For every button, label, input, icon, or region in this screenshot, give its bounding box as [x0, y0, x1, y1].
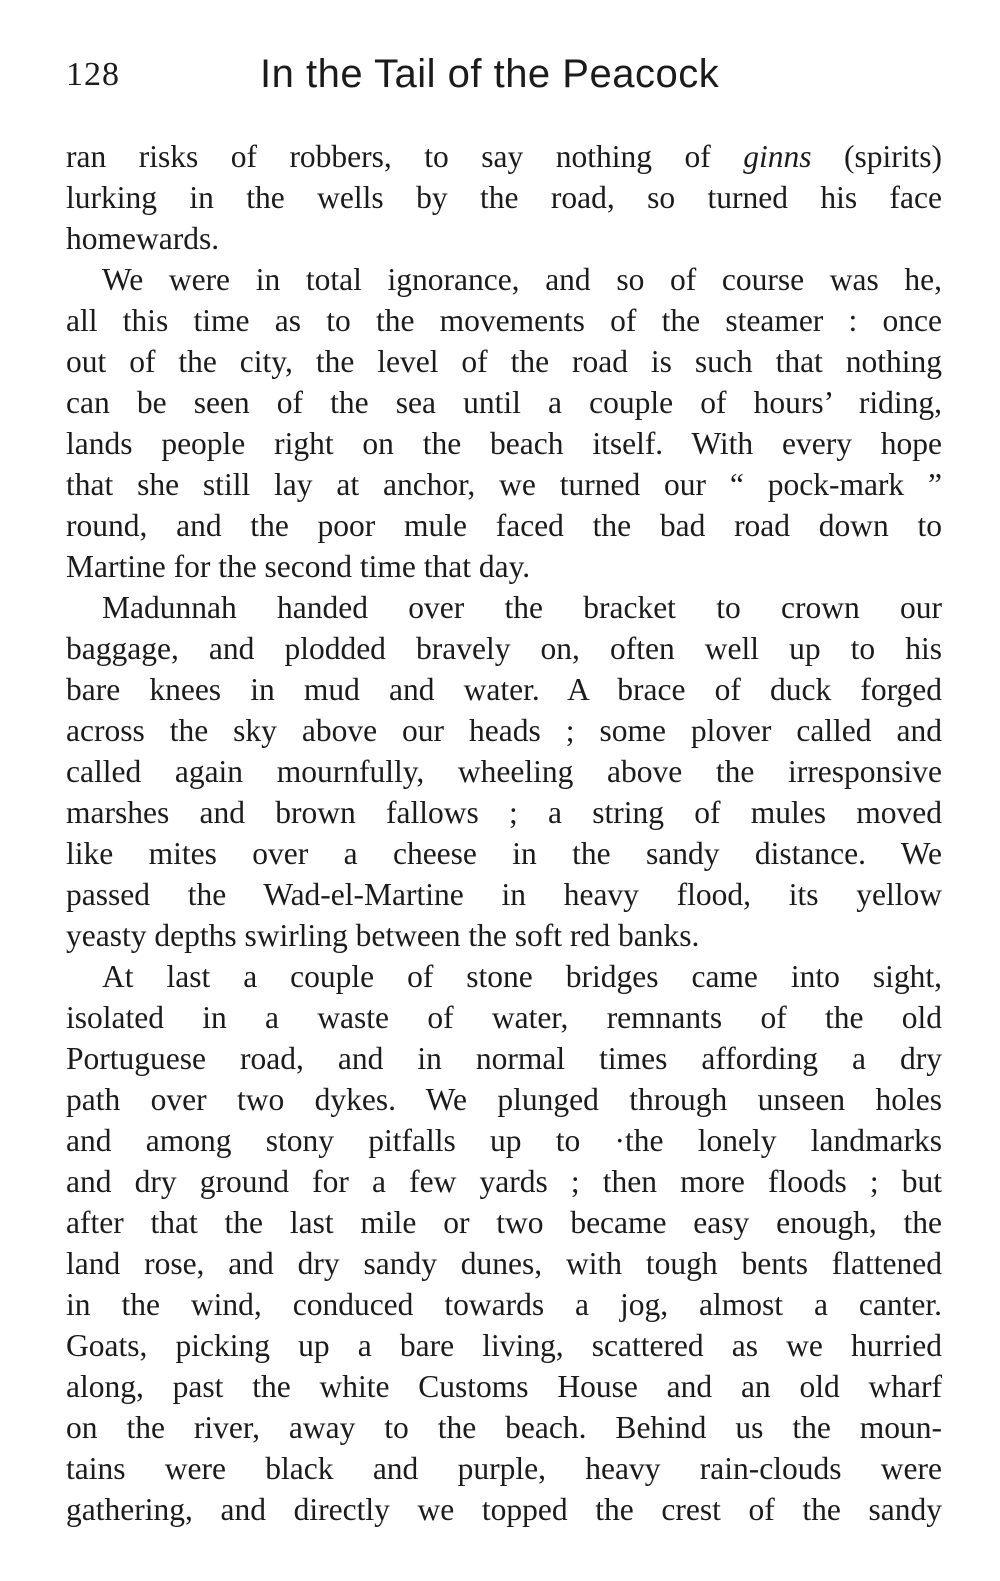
text-line: out of the city, the level of the road is such that nothing [66, 344, 942, 379]
text-line: passed the Wad-el-Martine in heavy flood, its yellow [66, 877, 942, 912]
text-line: baggage, and plodded bravely on, often well up to his [66, 631, 942, 666]
text-line: and dry ground for a few yards ; then more floods ; but [66, 1164, 942, 1199]
text-line: yeasty depths swirling between the soft red banks. [66, 918, 700, 953]
text-line: all this time as to the movements of the steamer : once [66, 303, 942, 338]
text-line: can be seen of the sea until a couple of hours’ riding, [66, 385, 942, 420]
text-line: in the wind, conduced towards a jog, almost a canter. [66, 1287, 942, 1322]
text-line: on the river, away to the beach. Behind us the moun- [66, 1410, 942, 1445]
text-line: lands people right on the beach itself. With every hope [66, 426, 942, 461]
text-line: ran risks of robbers, to say nothing of ginns (spirits) [66, 139, 942, 174]
text-line: called again mournfully, wheeling above the irresponsive [66, 754, 942, 789]
text-line: lurking in the wells by the road, so turned his face [66, 180, 942, 215]
text-line: Goats, picking up a bare living, scattered as we hurried [66, 1328, 942, 1363]
text-line: bare knees in mud and water. A brace of duck forged [66, 672, 942, 707]
text-line: and among stony pitfalls up to ·the lonely landmarks [66, 1123, 942, 1158]
text-line: path over two dykes. We plunged through unseen holes [66, 1082, 942, 1117]
page-number: 128 [66, 56, 120, 93]
italic-word: ginns [743, 139, 812, 174]
body-text [66, 136, 942, 1530]
paragraph-first-line: At last a couple of stone bridges came into sight, [102, 959, 942, 994]
text-line: homewards. [66, 221, 220, 256]
text-line: marshes and brown fallows ; a string of mules moved [66, 795, 942, 830]
text-line: Martine for the second time that day. [66, 549, 531, 584]
text-line: like mites over a cheese in the sandy distance. We [66, 836, 942, 871]
page-header [66, 52, 946, 112]
text-line: gathering, and directly we topped the crest of the sandy [66, 1492, 942, 1527]
text-line: across the sky above our heads ; some plover called and [66, 713, 942, 748]
text-line: after that the last mile or two became easy enough, the [66, 1205, 942, 1240]
text-line: round, and the poor mule faced the bad road down to [66, 508, 942, 543]
text-line: Portuguese road, and in normal times affording a dry [66, 1041, 942, 1076]
text-line: tains were black and purple, heavy rain-clouds were [66, 1451, 942, 1486]
text-line: land rose, and dry sandy dunes, with tough bents flattened [66, 1246, 942, 1281]
paragraph-first-line: Madunnah handed over the bracket to crown our [102, 590, 942, 625]
text-line: along, past the white Customs House and an old wharf [66, 1369, 942, 1404]
paragraph-first-line: We were in total ignorance, and so of course was he, [102, 262, 942, 297]
text-line: that she still lay at anchor, we turned our “ pock-mark ” [66, 467, 942, 502]
text-line: isolated in a waste of water, remnants of the old [66, 1000, 942, 1035]
running-title: In the Tail of the Peacock [260, 52, 720, 96]
